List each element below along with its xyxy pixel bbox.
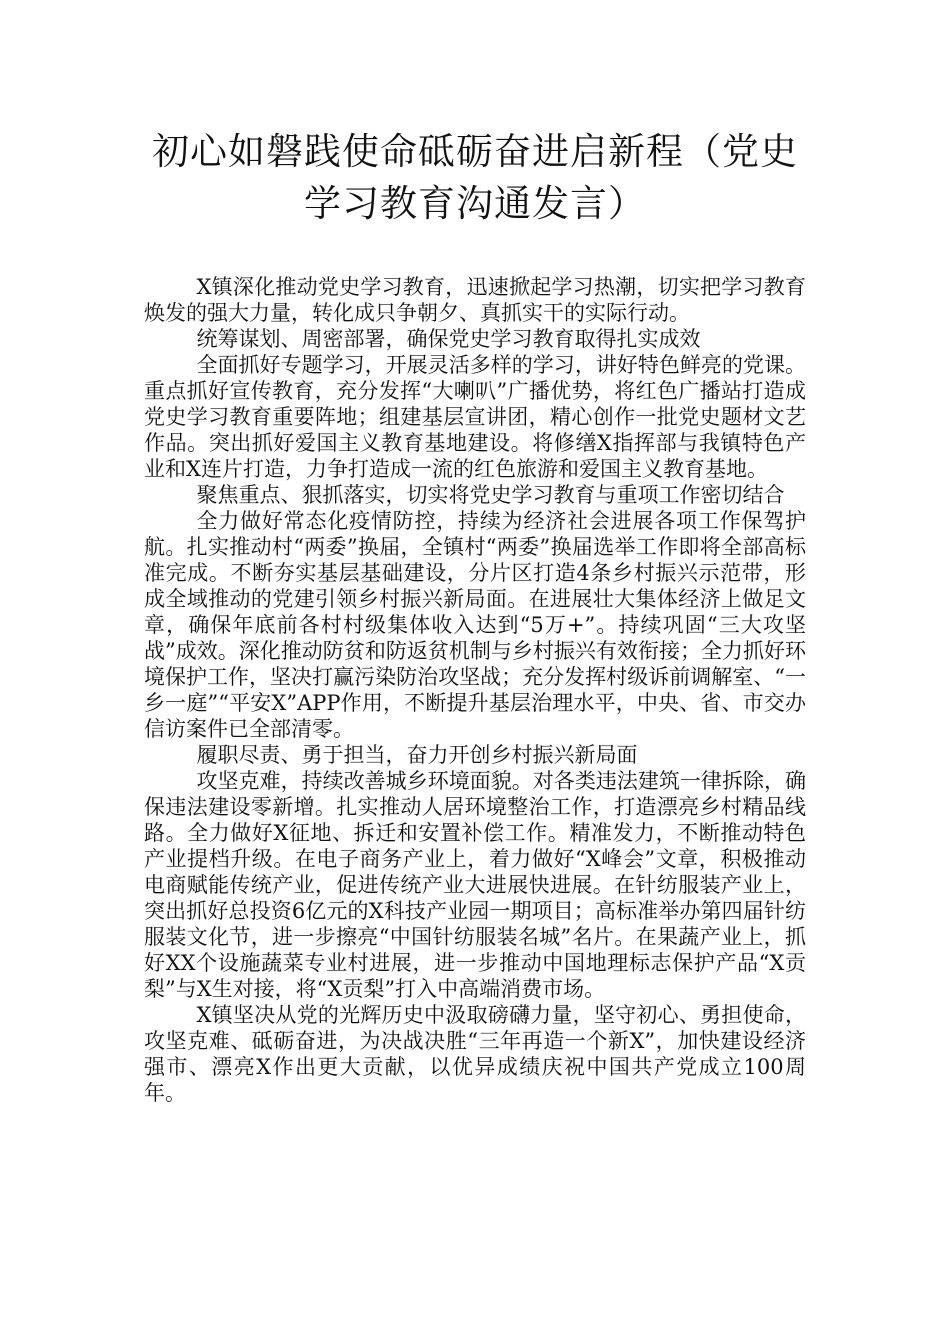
section-heading-2: 聚焦重点、狠抓落实，切实将党史学习教育与重项工作密切结合 [196,483,785,507]
paragraph-intro: X镇深化推动党史学习教育，迅速掀起学习热潮，切实把学习教育焕发的强大力量，转化成只争朝夕、真抓实干的实际行动。 [144,275,806,325]
paragraph-section-1: 全面抓好专题学习，开展灵活多样的学习，讲好特色鲜亮的党课。重点抓好宣传教育，充分发挥“大喇叭”广播优势，将红色广播站打造成党史学习教育重要阵地；组建基层宣讲团，精心创作一批党史题材文艺作品。突出抓好爱国主义教育基地建设。将修缮X指挥部与我镇特色产业和X连片打造，力争打造成一流的红色旅游和爱国主义教育基地。 [144,353,806,481]
section-heading-1: 统筹谋划、周密部署，确保党史学习教育取得扎实成效 [196,327,701,351]
document-page [144,126,806,1106]
section-heading-3: 履职尽责、勇于担当，奋力开创乡村振兴新局面 [196,743,638,767]
paragraph-conclusion: X镇坚决从党的光辉历史中汲取磅礴力量，坚守初心、勇担使命，攻坚克难、砥砺奋进，为决战决胜“三年再造一个新X”，加快建设经济强市、漂亮X作出更大贡献，以优异成绩庆祝中国共产党成立100周年。 [144,1003,806,1105]
paragraph-section-3: 攻坚克难，持续改善城乡环境面貌。对各类违法建筑一律拆除，确保违法建设零新增。扎实推动人居环境整治工作，打造漂亮乡村精品线路。全力做好X征地、拆迁和安置补偿工作。精准发力，不断推动特色产业提档升级。在电子商务产业上，着力做好“X峰会”文章，积极推动电商赋能传统产业，促进传统产业大进展快进展。在针纺服装产业上，突出抓好总投资6亿元的X科技产业园一期项目；高标准举办第四届针纺服装文化节，进一步擦亮“中国针纺服装名城”名片。在果蔬产业上，抓好XX个设施蔬菜专业村进展，进一步推动中国地理标志保护产品“X贡梨”与X生对接，将“X贡梨”打入中高端消费市场。 [144,769,806,1001]
document-title: 初心如磐践使命砥砺奋进启新程（党史学习教育沟通发言） [152,130,798,225]
paragraph-section-2: 全力做好常态化疫情防控，持续为经济社会进展各项工作保驾护航。扎实推动村“两委”换届，全镇村“两委”换届选举工作即将全部高标准完成。不断夯实基层基础建设，分片区打造4条乡村振兴示范带，形成全域推动的党建引领乡村振兴新局面。在进展壮大集体经济上做足文章，确保年底前各村村级集体收入达到“5万+”。持续巩固“三大攻坚战”成效。深化推动防贫和防返贫机制与乡村振兴有效衔接；全力抓好环境保护工作，坚决打赢污染防治攻坚战；充分发挥村级诉前调解室、“一乡一庭”“平安X”APP作用，不断提升基层治理水平，中央、省、市交办信访案件已全部清零。 [144,509,806,741]
document-body [144,274,806,1106]
